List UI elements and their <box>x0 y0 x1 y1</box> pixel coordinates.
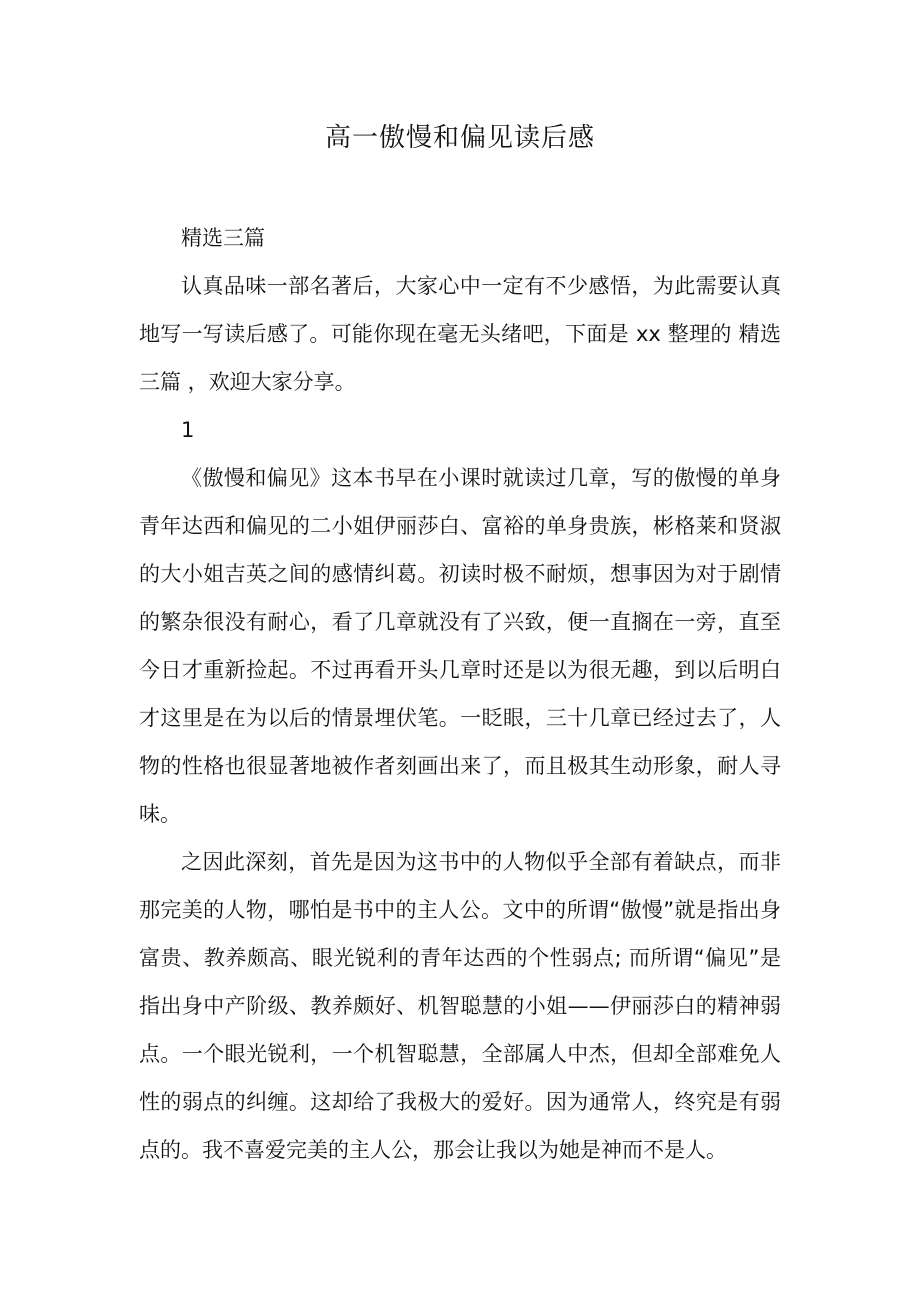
paragraph-section-number: 1 <box>181 418 195 442</box>
paragraph-intro: 认真品味一部名著后，大家心中一定有不少感悟，为此需要认真地写一写读后感了。可能你现在毫无头绪吧，下面是 xx 整理的 精选三篇 ，欢迎大家分享。 <box>139 274 781 394</box>
paragraph-body: 之因此深刻，首先是因为这书中的人物似乎全部有着缺点，而非那完美的人物，哪怕是书中的主人公。文中的所谓“傲慢”就是指出身富贵、教养颇高、眼光锐利的青年达西的个性弱点; 而所谓“偏见”是指出身中产阶级、教养颇好、机智聪慧的小姐——伊丽莎白的精神弱点。一个眼光锐利，一个机智聪慧，全部属人中杰，但却全部难免人性的弱点的纠缠。这却给了我极大的爱好。因为通常人，终究是有弱点的。我不喜爱完美的主人公，那会让我以为她是神而不是人。 <box>139 850 781 1162</box>
document-title: 高一傲慢和偏见读后感 <box>324 123 595 153</box>
document-body <box>139 214 781 1174</box>
paragraph-body: 《傲慢和偏见》这本书早在小课时就读过几章，写的傲慢的单身青年达西和偏见的二小姐伊丽莎白、富裕的单身贵族，彬格莱和贤淑的大小姐吉英之间的感情纠葛。初读时极不耐烦，想事因为对于剧情的繁杂很没有耐心，看了几章就没有了兴致，便一直搁在一旁，直至今日才重新捡起。不过再看开头几章时还是以为很无趣，到以后明白才这里是在为以后的情景埋伏笔。一眨眼，三十几章已经过去了，人物的性格也很显著地被作者刻画出来了，而且极其生动形象，耐人寻味。 <box>139 466 781 826</box>
paragraph-subtitle: 精选三篇 <box>181 226 265 250</box>
